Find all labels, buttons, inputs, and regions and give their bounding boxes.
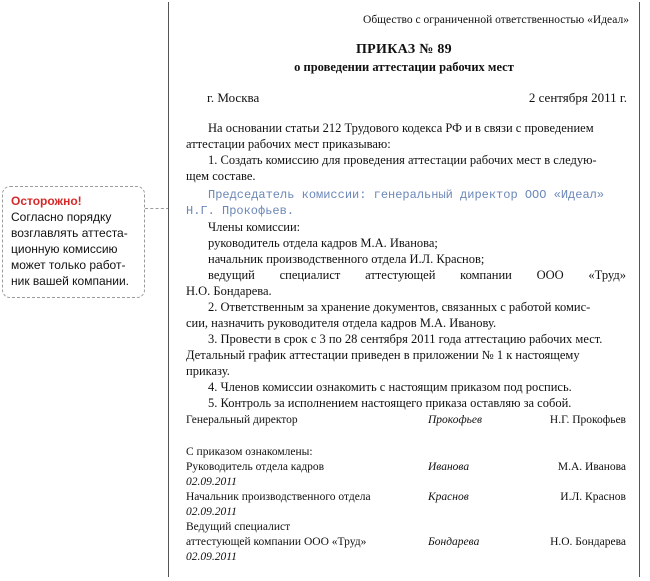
callout-text-line: Согласно порядку [11,210,112,224]
ack-position: аттестующей компании ООО «Труд» [186,536,367,548]
callout-text-line: ник вашей компании. [11,274,130,288]
acknowledgement-block [186,446,626,566]
chairman-line: Председатель комиссии: генеральный директор ООО «Идеал» [208,188,605,202]
ack-name: И.Л. Краснов [560,491,626,503]
member-line: начальник производственного отдела И.Л. Краснов; [208,252,485,266]
acknowledgement-heading: С приказом ознакомлены: [186,446,313,458]
document-title: ПРИКАЗ № 89 [355,42,452,57]
item-3-line: 3. Провести в срок с 3 по 28 сентября 2011 года аттестацию рабочих мест. [208,332,603,346]
item-5-line: 5. Контроль за исполнением настоящего приказа оставляю за собой. [208,396,572,410]
ack-signature: Бондарева [428,536,480,548]
body-line: На основании статьи 212 Трудового кодекса РФ и в связи с проведением [208,121,594,135]
chairman-line: Н.Г. Прокофьев. [186,204,295,218]
organization-name: Общество с ограниченной ответственностью «Идеал» [363,14,629,26]
ack-signature: Иванова [428,461,470,473]
signer-signature: Прокофьев [428,414,482,426]
signer-position: Генеральный директор [186,414,298,426]
callout-warning-title: Осторожно! [11,194,82,208]
ack-name: М.А. Иванова [557,461,626,473]
body-line: аттестации рабочих мест приказываю: [186,137,391,151]
document-city: г. Москва [207,90,260,105]
callout-text-line: может только работ- [11,258,126,272]
item-4-line: 4. Членов комиссии ознакомить с настоящим приказом под роспись. [208,380,572,394]
member-line: руководитель отдела кадров М.А. Иванова; [208,236,438,250]
callout-text-line: возглавлять аттеста- [11,226,128,240]
callout-text-line: ционную комиссию [11,242,118,256]
document-subtitle: о проведении аттестации рабочих мест [294,60,514,74]
ack-date: 02.09.2011 [186,551,237,563]
item-2-line: сии, назначить руководителя отдела кадров М.А. Иванову. [186,316,497,330]
ack-date: 02.09.2011 [186,506,237,518]
ack-position: Руководитель отдела кадров [186,461,325,473]
item-1-line: щем составе. [186,169,256,183]
members-heading: Члены комиссии: [208,220,301,234]
item-2-line: 2. Ответственным за хранение документов, связанных с работой комис- [208,300,591,314]
director-signature-block [186,414,626,429]
order-document [168,2,640,577]
ack-date: 02.09.2011 [186,476,237,488]
item-3-line: Детальный график аттестации приведен в приложении № 1 к настоящему [186,348,580,362]
ack-position: Начальник производственного отдела [186,491,371,503]
warning-callout [2,186,145,298]
ack-name: Н.О. Бондарева [550,536,626,548]
ack-signature: Краснов [428,491,469,503]
ack-position: Ведущий специалист [186,521,291,533]
item-3-line: приказу. [186,364,230,378]
member-line: Н.О. Бондарева. [186,284,272,298]
member-line: ведущий специалист аттестующей компании ООО «Труд» [208,268,626,282]
document-date: 2 сентября 2011 г. [528,90,627,105]
item-1-line: 1. Создать комиссию для проведения аттестации рабочих мест в следую- [208,153,597,167]
signer-name: Н.Г. Прокофьев [549,414,626,426]
order-body [186,120,626,411]
